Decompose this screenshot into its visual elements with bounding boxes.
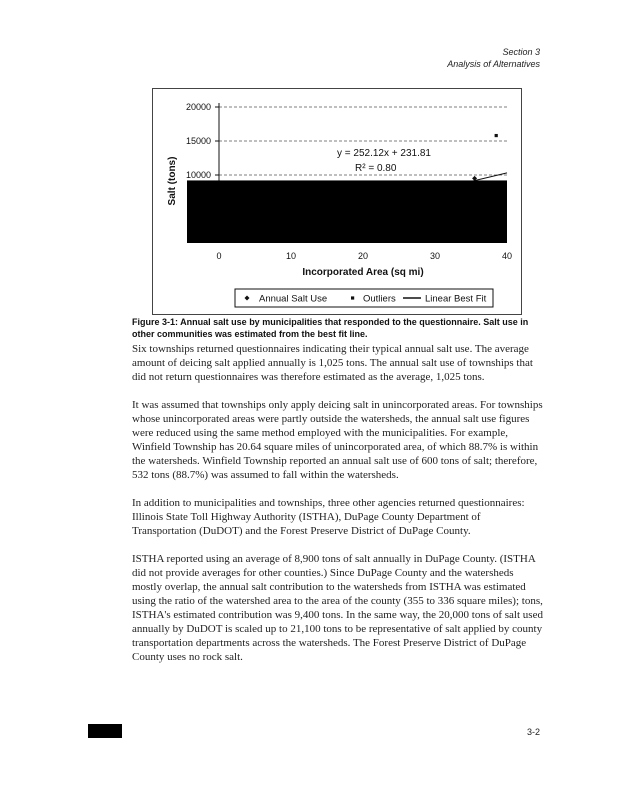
obscured-region xyxy=(187,180,507,243)
paragraph: ISTHA reported using an average of 8,900 tons of salt annually in DuPage County. (ISTHA did not provide averages for other counties.) Since DuPage County and the watersheds mostly overlap, the annual salt contribution to the watersheds from ISTHA was estimated using the ratio of the watershed area to the area of the county (355 to 336 square miles); tons, ISTHA's estimated contribution was 9,400 tons. In the same way, the 20,000 tons of salt used annually by DuDOT is scaled up to 21,100 tons to be representative of salt applied by county transportation departments across the watersheds. The Forest Preserve District of DuPage County uses no rock salt. xyxy=(132,553,543,663)
fit-equation: y = 252.12x + 231.81 xyxy=(337,148,431,159)
legend-label-outliers: Outliers xyxy=(363,293,396,305)
legend-label-linear-best-fit: Linear Best Fit xyxy=(425,293,487,305)
x-tick-label: 0 xyxy=(216,251,222,261)
x-tick-label: 10 xyxy=(285,251,297,261)
page-header xyxy=(447,46,540,70)
legend-marker-square xyxy=(351,296,354,299)
data-point-outlier xyxy=(495,134,498,137)
paragraph: In addition to municipalities and townships, three other agencies returned questionnaires: Illinois State Toll Highway Authority (ISTHA), DuPage County Department of Transportation (DuDOT) and the Forest Preserve District of DuPage County. xyxy=(132,497,525,537)
section-label: Section 3 xyxy=(502,47,540,57)
y-axis-title: Salt (tons) xyxy=(167,156,178,206)
paragraph: Six townships returned questionnaires indicating their typical annual salt use. The average amount of deicing salt applied annually is 1,025 tons. The annual salt use of townships that did not return questionnaires was therefore estimated as the average, 1,025 tons. xyxy=(132,343,533,383)
legend-label-annual-salt-use: Annual Salt Use xyxy=(259,293,328,305)
body-text xyxy=(132,342,544,678)
paragraph: It was assumed that townships only apply deicing salt in unincorporated areas. For townships whose unincorporated areas were partly outside the watersheds, the annual salt use figures were reduced using the same method employed with the municipalities. For example, Winfield Township has 20.64 square miles of unincorporated area, of which 88.7% is within the watersheds. Winfield Township reported an annual salt use of 600 tons of salt; therefore, 532 tons (88.7%) was assumed to fall within the watersheds. xyxy=(132,399,543,481)
x-axis-title: Incorporated Area (sq mi) xyxy=(302,267,424,278)
x-tick-label: 20 xyxy=(357,251,369,261)
figure-caption: Figure 3-1: Annual salt use by municipalities that responded to the questionnaire. Salt use in other communities was estimated from the best fit line. xyxy=(132,317,529,339)
salt-use-chart xyxy=(153,89,521,314)
footer-bar xyxy=(88,724,122,738)
y-tick-label: 15000 xyxy=(185,136,211,146)
x-tick-label: 40 xyxy=(501,251,513,261)
y-tick-label: 10000 xyxy=(185,170,211,180)
x-tick-label: 30 xyxy=(429,251,441,261)
figure-frame xyxy=(152,88,522,315)
legend xyxy=(235,289,493,307)
fit-r-squared: R² = 0.80 xyxy=(355,163,397,174)
y-tick-label: 20000 xyxy=(185,102,211,112)
section-title: Analysis of Alternatives xyxy=(447,59,540,69)
page-number: 3-2 xyxy=(526,727,540,737)
